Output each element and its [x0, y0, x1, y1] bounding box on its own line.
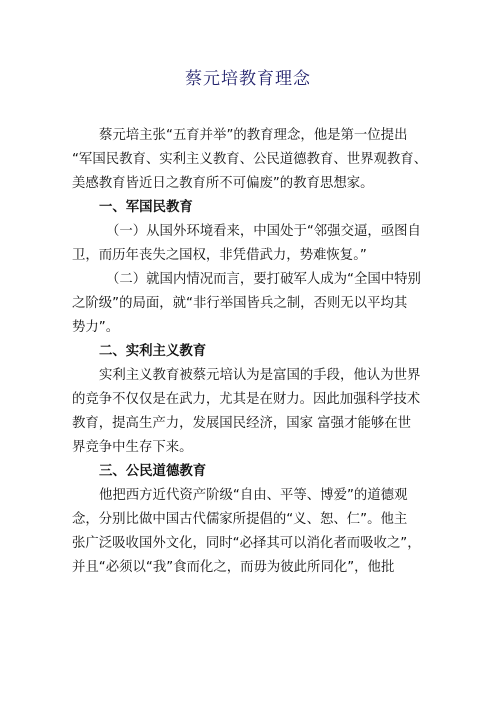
section3-para1-line-4: 并且“必须以“我”食而化之，而毋为彼此所同化”，他批 [72, 560, 395, 575]
section1-para1-line-2: 卫，而历年丧失之国权，非凭借武力，势难恢复。” [72, 248, 367, 263]
section-heading-military: 一、军国民教育 [99, 200, 193, 215]
section1-para1-line-1: （一）从国外环境看来，中国处于“邻强交逼，亟图自 [106, 224, 421, 239]
section1-para2-line-1: （二）就国内情况而言，要打破军人成为“全国中特别 [106, 272, 421, 287]
intro-line-1: 蔡元培主张“五育并举”的教育理念，他是第一位提出 [99, 128, 408, 143]
section-heading-civic-morality: 三、公民道德教育 [99, 464, 207, 479]
section2-para1-line-3: 教育，提高生产力，发展国民经济，国家 富强才能够在世 [72, 416, 412, 431]
section1-para2-line-2: 之阶级”的局面，就“非行举国皆兵之制，否则无以平均其 [72, 296, 408, 311]
intro-line-3: 美感教育皆近日之教育所不可偏废”的教育思想家。 [72, 176, 374, 191]
section2-para1-line-4: 界竞争中生存下来。 [72, 440, 193, 455]
section3-para1-line-1: 他把西方近代资产阶级“自由、平等、博爱”的道德观 [99, 488, 408, 503]
section3-para1-line-2: 念，分别比做中国古代儒家所提倡的“义、恕、仁”。他主 [72, 512, 408, 527]
document-body [72, 124, 428, 580]
intro-line-2: “军国民教育、实利主义教育、公民道德教育、世界观教育、 [72, 152, 428, 167]
section2-para1-line-2: 的竞争不仅仅是在武力，尤其是在财力。因此加强科学技术 [72, 392, 421, 407]
document-title: 蔡元培教育理念 [185, 69, 311, 89]
section3-para1-line-3: 张广泛吸收国外文化，同时“必择其可以消化者而吸收之”， [72, 536, 421, 551]
section2-para1-line-1: 实利主义教育被蔡元培认为是富国的手段，他认为世界 [99, 368, 421, 383]
section1-para2-line-3: 势力”。 [72, 320, 120, 335]
section-heading-utilitarian: 二、实利主义教育 [99, 344, 207, 359]
